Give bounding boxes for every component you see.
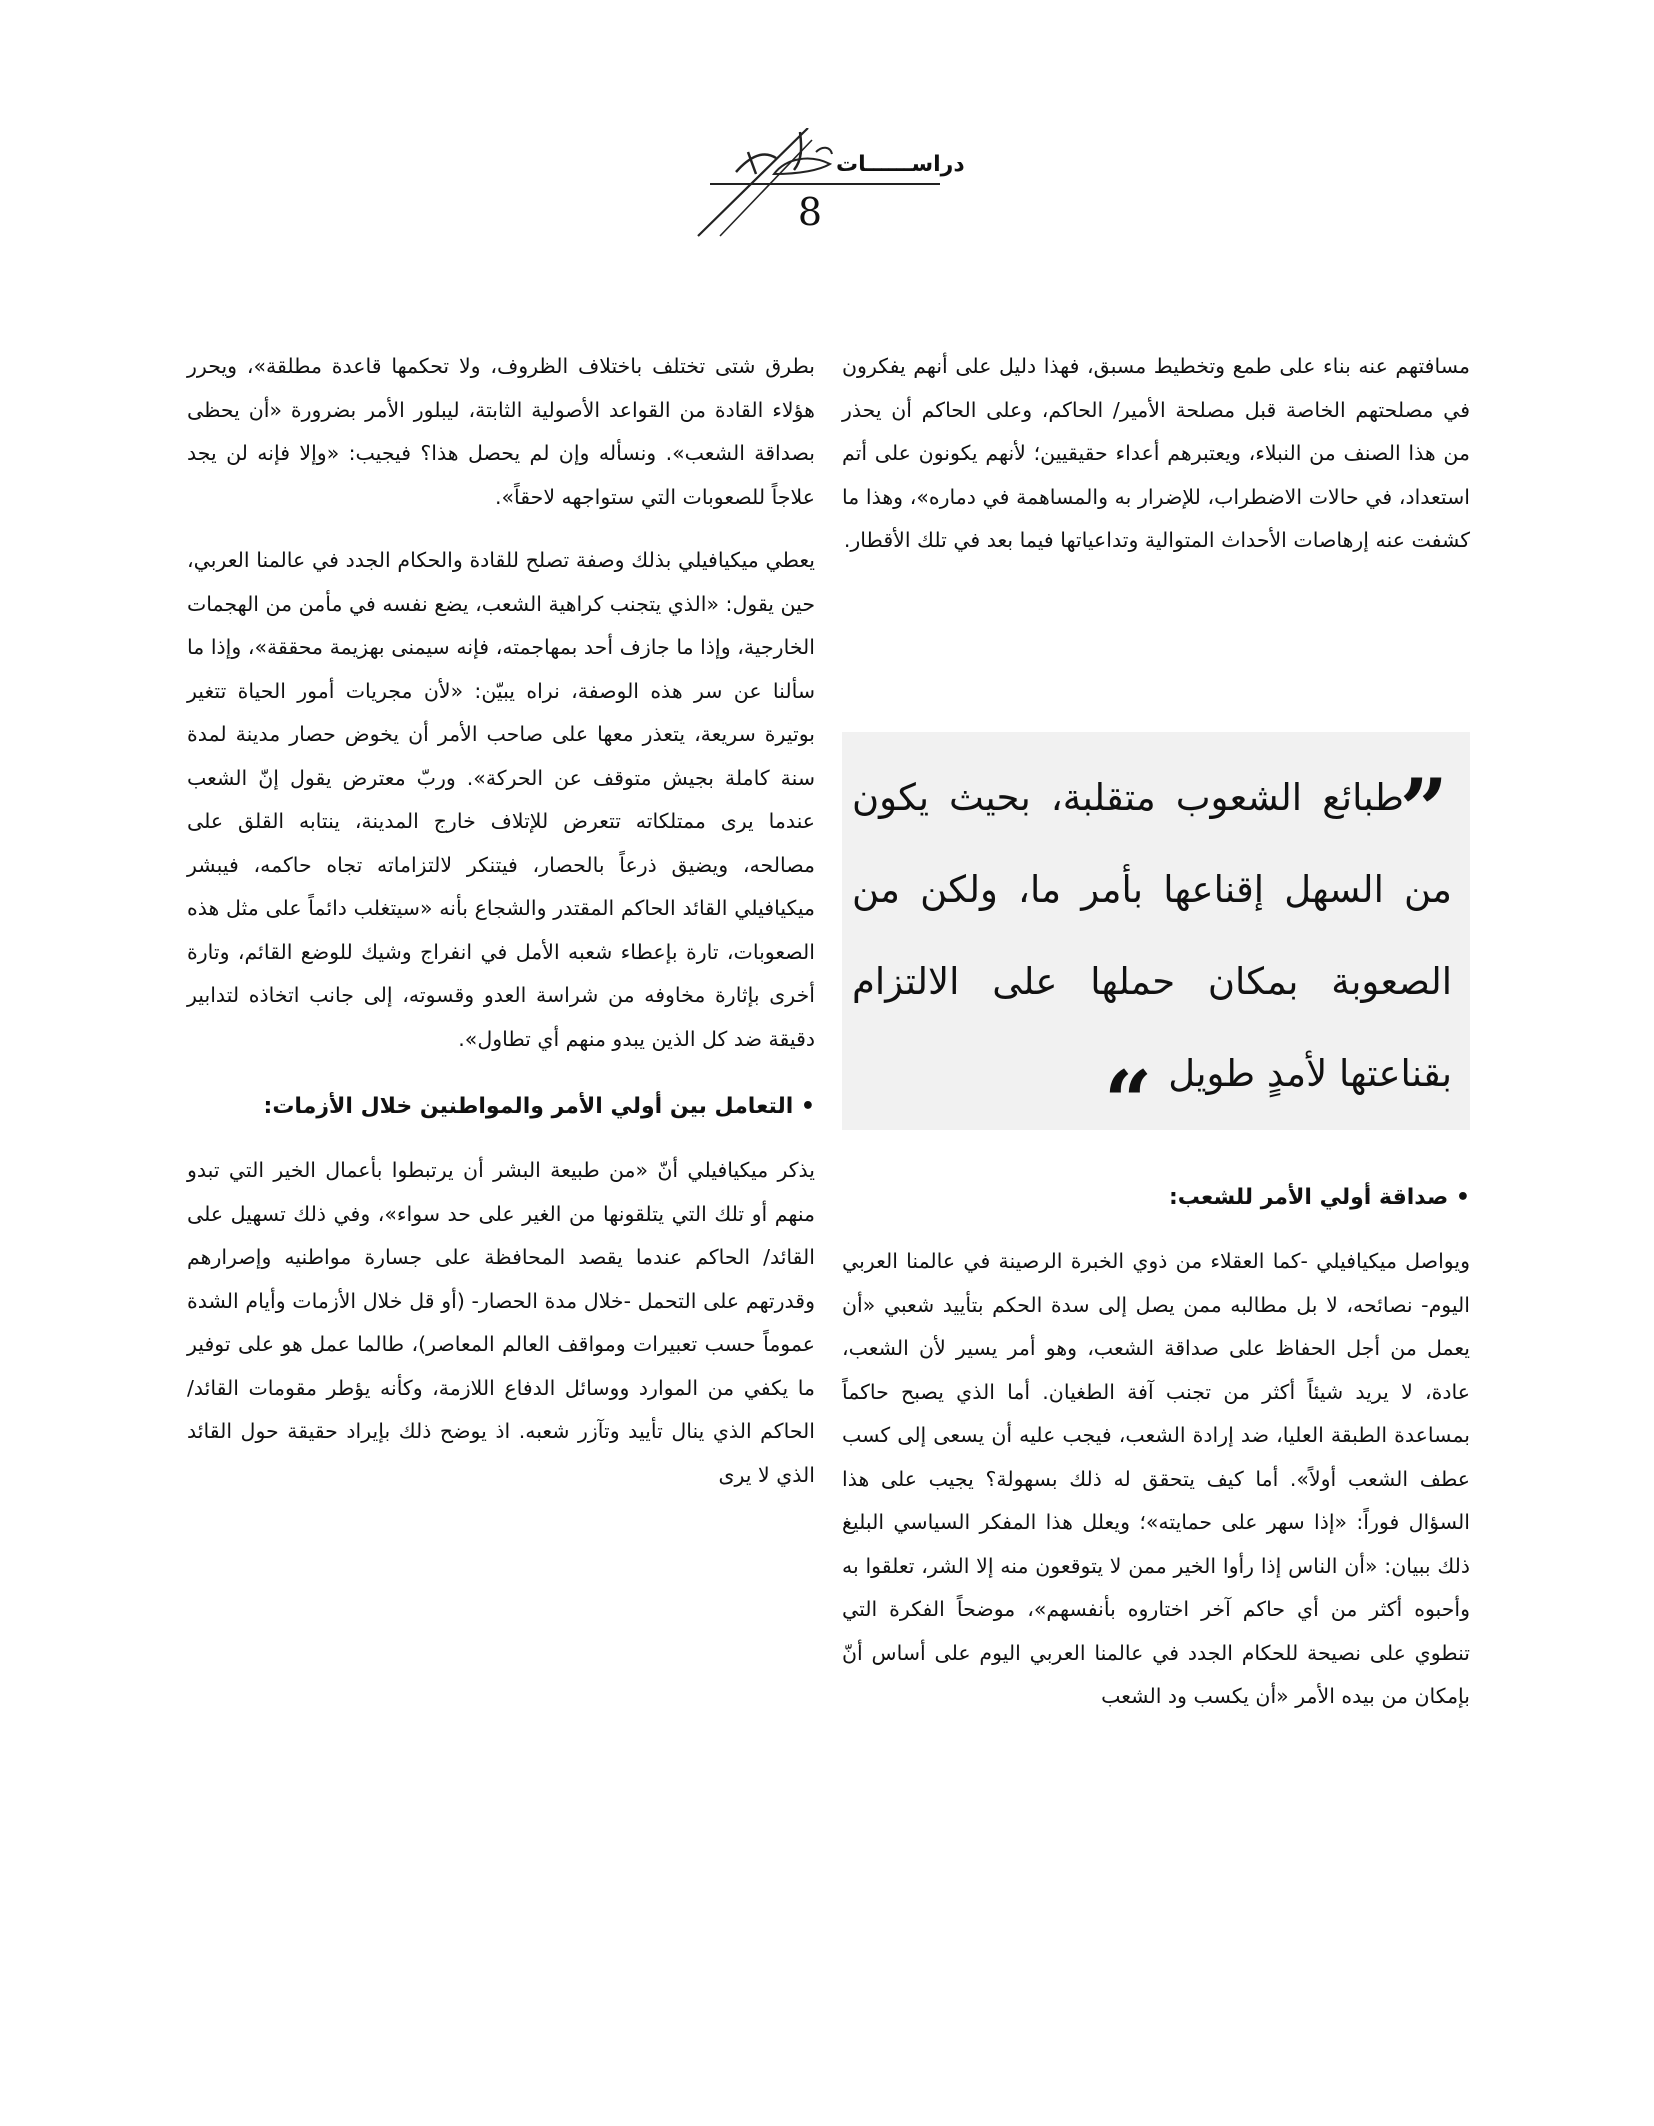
pull-quote-body: طبائع الشعوب متقلبة، بحيث يكون من السهل إقناعها بأمر ما، ولكن من الصعوبة بمكان حملها على الالتزام بقناعتها لأمدٍ طويل: [852, 776, 1452, 1095]
right-paragraph-1: مسافتهم عنه بناء على طمع وتخطيط مسبق، فهذا دليل على أنهم يفكرون في مصلحتهم الخاصة قبل مصلحة الأمير/ الحاكم، وعلى الحاكم أن يحذر من هذا الصنف من النبلاء، ويعتبرهم أعداء حقيقيين؛ لأنهم يكونون على أتم استعداد، في حالات الاضطراب، للإضرار به والمساهمة في دماره»، وهذا ما كشفت عنه إرهاصات الأحداث المتوالية وتداعياتها فيما بعد في تلك الأقطار.: [842, 354, 1470, 552]
left-paragraph-2: يعطي ميكيافيلي بذلك وصفة تصلح للقادة والحكام الجدد في عالمنا العربي، حين يقول: «الذي يتجنب كراهية الشعب، يضع نفسه في مأمن من الهجمات الخارجية، وإذا ما جازف أحد بمهاجمته، فإنه سيمنى بهزيمة محققة»، وإذا ما سألنا عن سر هذه الوصفة، نراه يبيّن: «لأن مجريات أمور الحياة تتغير بوتيرة سريعة، يتعذر معها على صاحب الأمر أن يخوض حصار مدينة لمدة سنة كاملة بجيش متوقف عن الحركة». وربّ معترض يقول إنّ الشعب عندما يرى ممتلكاته تتعرض للإتلاف خارج المدينة، ينتابه القلق على مصالحه، ويضيق ذرعاً بالحصار، فيتنكر لالتزاماته تجاه حاكمه، فيبشر ميكيافيلي القائد الحاكم المقتدر والشجاع بأنه «سيتغلب دائماً على مثل هذه الصعوبات، تارة بإعطاء شعبه الأمل في انفراج وشيك للوضع القائم، وتارة أخرى بإثارة مخاوفه من شراسة العدو وقسوته، إلى جانب اتخاذه لتدابير دقيقة ضد كل الذين يبدو منهم أي تطاول».: [186, 548, 815, 1051]
left-column: [187, 345, 815, 1497]
page-number: 8: [797, 190, 823, 234]
right-column: [842, 345, 1470, 563]
left-paragraph-1: بطرق شتى تختلف باختلاف الظروف، ولا تحكمها قاعدة مطلقة»، ويحرر هؤلاء القادة من القواعد الأصولية الثابتة، ليبلور الأمر بضرورة «أن يحظى بصداقة الشعب». ونسأله وإن لم يحصل هذا؟ فيجيب: «وإلا فإنه لن يجد علاجاً للصعوبات التي ستواجهه لاحقاً».: [187, 354, 815, 509]
section-label: دراســــــات: [836, 152, 965, 177]
left-paragraph-3: يذكر ميكيافيلي أنّ «من طبيعة البشر أن يرتبطوا بأعمال الخير التي تبدو منهم أو تلك التي يتلقونها من الغير على حد سواء»، وفي ذلك تسهيل على القائد/ الحاكم عندما يقصد المحافظة على جسارة مواطنيه وإصرارهم وقدرتهم على التحمل -خلال مدة الحصار- (أو قل خلال الأزمات وأيام الشدة عموماً حسب تعبيرات ومواقف العالم المعاصر)، طالما عمل هو على توفير ما يكفي من الموارد ووسائل الدفاع اللازمة، وكأنه يؤطر مقومات القائد/ الحاكم الذي ينال تأييد وتآزر شعبه. اذ يوضح ذلك بإيراد حقيقة حول القائد الذي لا يرى: [187, 1158, 815, 1487]
right-heading: • صداقة أولي الأمر للشعب:: [1168, 1185, 1470, 1210]
pull-quote: [842, 732, 1470, 1151]
left-heading: • التعامل بين أولي الأمر والمواطنين خلال الأزمات:: [263, 1094, 815, 1119]
quote-open-mark: ”: [1399, 760, 1448, 859]
right-column-lower: [842, 1178, 1470, 1719]
right-paragraph-2: ويواصل ميكيافيلي -كما العقلاء من ذوي الخبرة الرصينة في عالمنا العربي اليوم- نصائحه، لا بل مطالبه ممن يصل إلى سدة الحكم بتأييد شعبي «أن يعمل من أجل الحفاظ على صداقة الشعب، وهو أمر يسير لأن الشعب، عادة، لا يريد شيئاً أكثر من تجنب آفة الطغيان. أما الذي يصبح حاكماً بمساعدة الطبقة العليا، ضد إرادة الشعب، فيجب عليه أن يسعى إلى كسب عطف الشعب أولاً». أما كيف يتحقق له ذلك بسهولة؟ يجيب على هذا السؤال فوراً: «إذا سهر على حمايته»؛ ويعلل هذا المفكر السياسي البليغ ذلك ببيان: «أن الناس إذا رأوا الخير ممن لا يتوقعون منه إلا الشر، تعلقوا به وأحبوه أكثر من أي حاكم آخر اختاروه بأنفسهم»، موضحاً الفكرة التي تنطوي على نصيحة للحكام الجدد في عالمنا العربي اليوم على أساس أنّ بإمكان من بيده الأمر «أن يكسب ود الشعب: [842, 1249, 1470, 1708]
quote-close-mark: “: [1104, 1052, 1153, 1151]
page-header: [0, 128, 1654, 238]
